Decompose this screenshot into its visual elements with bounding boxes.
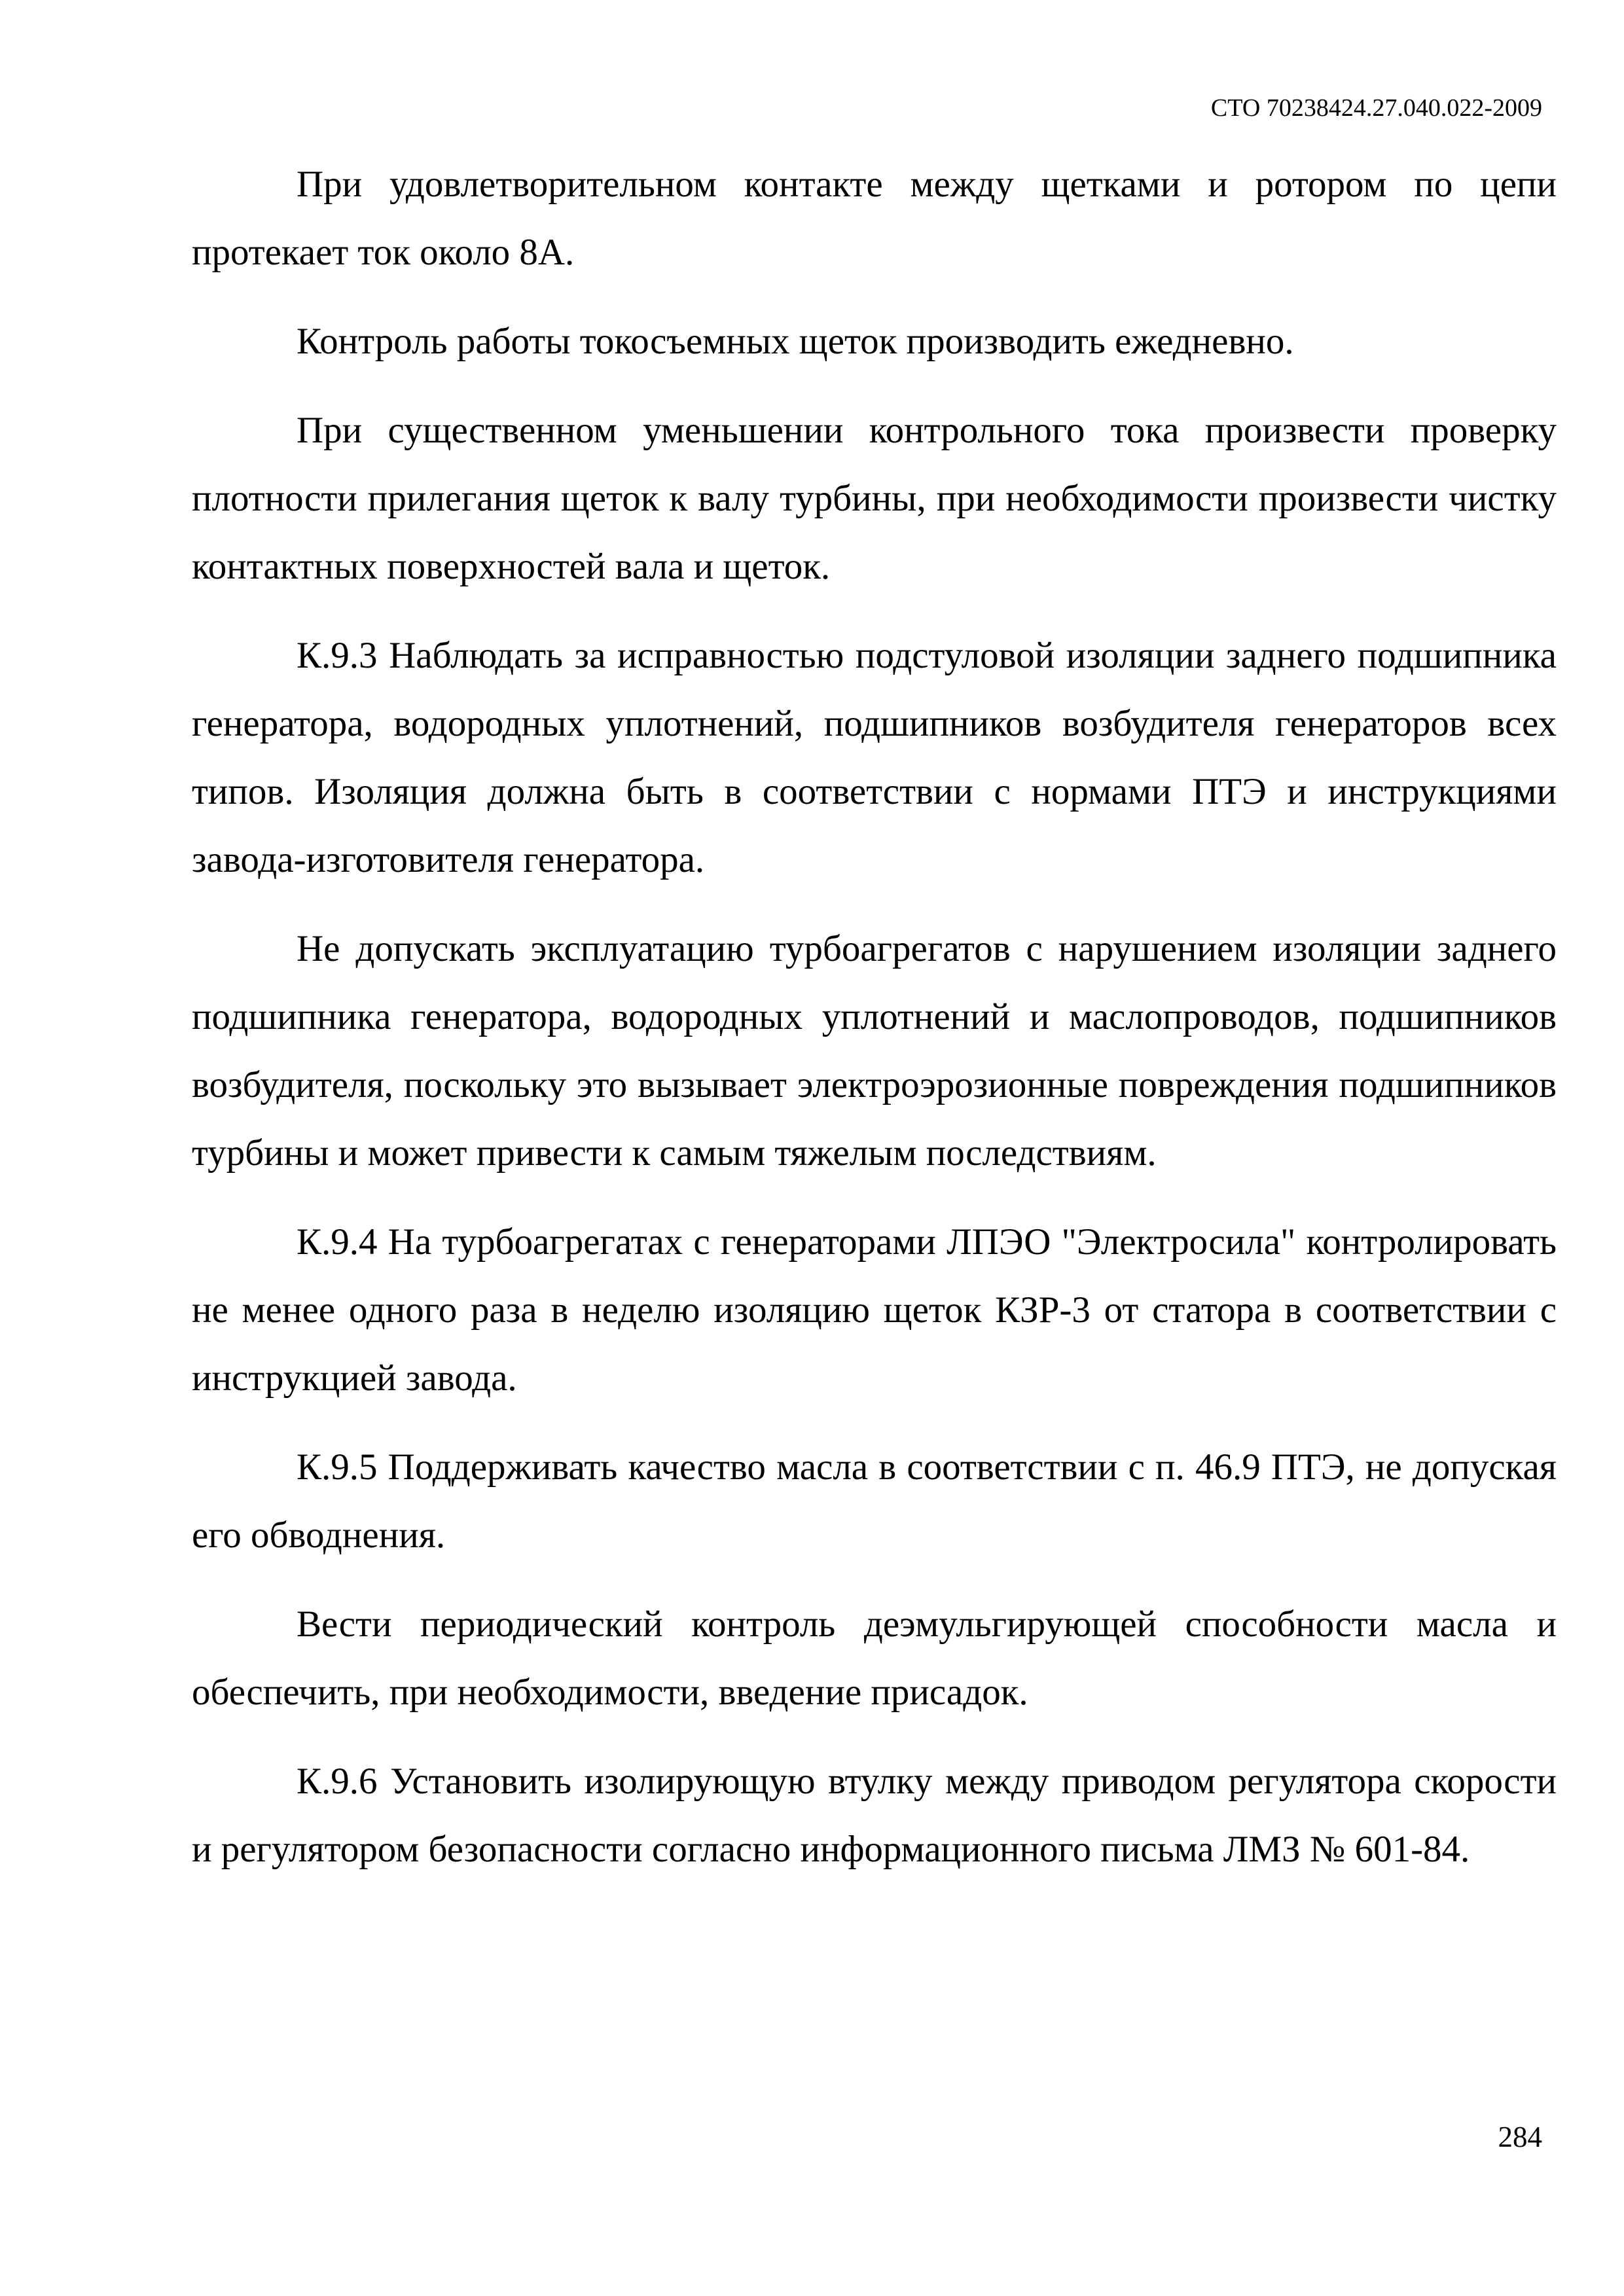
document-body [192,151,1557,1905]
page-number: 284 [1498,2121,1542,2153]
paragraph: К.9.6 Установить изолирующую втулку между приводом регулятора скорости и регулятором безопасности согласно информационного письма ЛМЗ № 601-84. [192,1761,1557,1870]
paragraph: Не допускать эксплуатацию турбоагрегатов с нарушением изоляции заднего подшипника генератора, водородных уплотнений и маслопроводов, подшипников возбудителя, поскольку это вызывает электроэрозионные повреждения подшипников турбины и может привести к самым тяжелым последствиям. [192,928,1557,1174]
document-code: СТО 70238424.27.040.022-2009 [1210,94,1542,122]
paragraph: К.9.3 Наблюдать за исправностью подстуловой изоляции заднего подшипника генератора, водородных уплотнений, подшипников возбудителя генераторов всех типов. Изоляция должна быть в соответствии с нормами ПТЭ и инструкциями завода-изготовителя генератора. [192,635,1557,880]
paragraph: При удовлетворительном контакте между щетками и ротором по цепи протекает ток около 8А. [192,164,1557,273]
paragraph: При существенном уменьшении контрольного тока произвести проверку плотности прилегания щеток к валу турбины, при необходимости произвести чистку контактных поверхностей вала и щеток. [192,410,1557,587]
paragraph: Контроль работы токосъемных щеток производить ежедневно. [297,321,1294,362]
paragraph: Вести периодический контроль деэмульгирующей способности масла и обеспечить, при необходимости, введение присадок. [192,1604,1557,1713]
paragraph: К.9.5 Поддерживать качество масла в соответствии с п. 46.9 ПТЭ, не допуская его обводнения. [192,1446,1557,1556]
paragraph: К.9.4 На турбоагрегатах с генераторами ЛПЭО "Электросила" контролировать не менее одного раза в неделю изоляцию щеток КЗР-3 от статора в соответствии с инструкцией завода. [192,1221,1557,1399]
